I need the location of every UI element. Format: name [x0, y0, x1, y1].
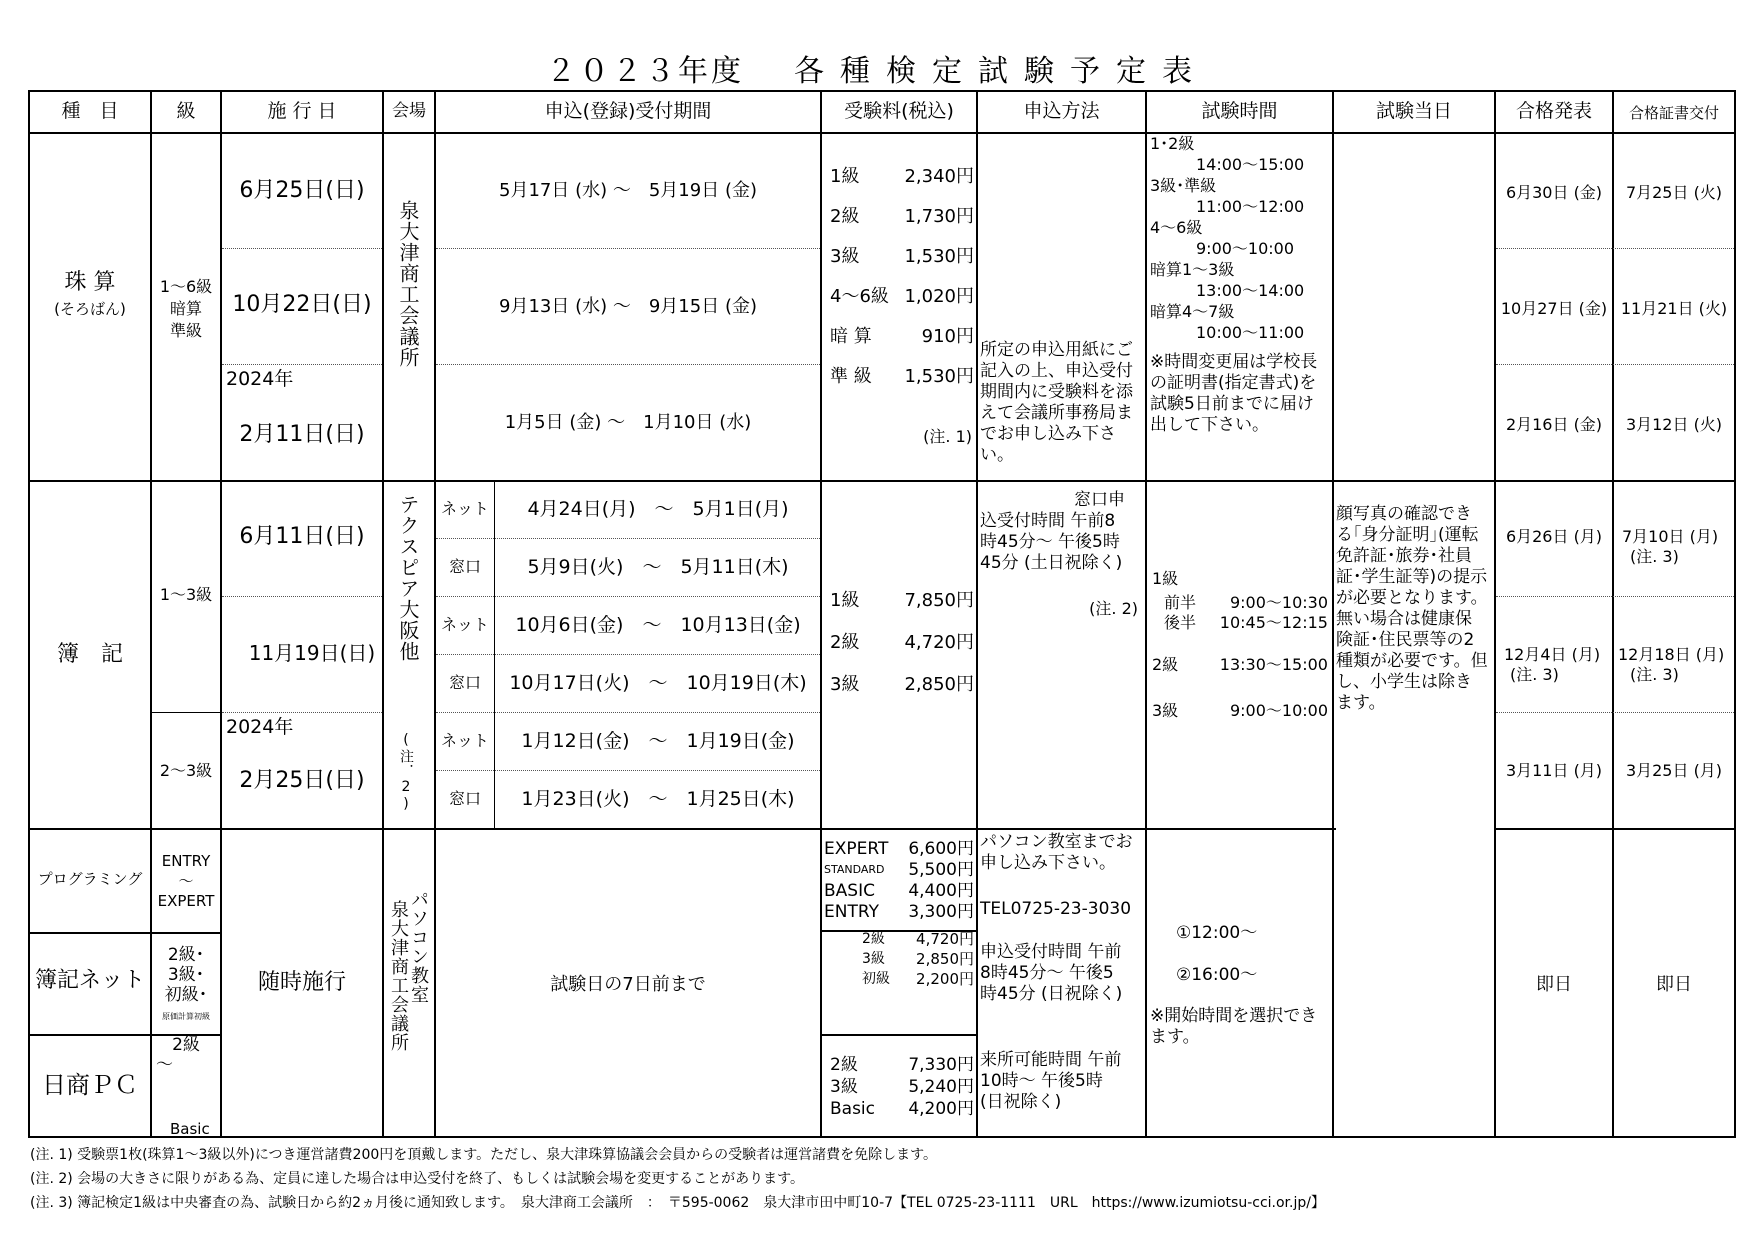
- boki-fee-value: 7,850円: [904, 590, 974, 611]
- prog-fee-value: 6,600円: [908, 839, 974, 859]
- pc-date: 随時施行: [257, 970, 346, 995]
- net-fee-label: 初級: [862, 971, 890, 987]
- pc-grade-3: Basic: [170, 1120, 210, 1138]
- soroban-cert-1: 7月25日 (火): [1625, 183, 1723, 202]
- header-grade: 級: [176, 100, 196, 122]
- pc-fee-label: 3級: [830, 1077, 858, 1097]
- soroban-period-2: 9月13日 (水) ～ 9月15日 (金): [499, 296, 757, 317]
- pc-item-boki-net: 簿記ネット: [34, 968, 145, 993]
- boki-period-type: ネット: [440, 499, 489, 518]
- pc-item-nissho-pc: 日商ＰＣ: [42, 1071, 138, 1099]
- boki-date-1: 6月11日(日): [239, 524, 365, 549]
- boki-time-value: 13:30～15:00: [1219, 655, 1328, 674]
- soroban-time-item: 14:00～15:00: [1196, 155, 1305, 174]
- soroban-time-item: 11:00～12:00: [1196, 197, 1305, 216]
- page-title: [0, 46, 1754, 90]
- net-grade-1: 2級･: [167, 945, 205, 965]
- boki-item: 簿 記: [56, 642, 123, 667]
- boki-result-2: 12月4日 (月): [1504, 645, 1601, 664]
- prog-fee-value: 4,400円: [908, 881, 974, 901]
- soroban-fee-label: 4～6級: [830, 286, 889, 307]
- boki-period-range: 1月12日(金) ～ 1月19日(金): [521, 730, 795, 752]
- soroban-item: 珠 算: [64, 270, 116, 295]
- pc-time-1: ①12:00～: [1176, 923, 1258, 943]
- boki-venue-note: (注．2): [398, 732, 414, 813]
- soroban-fee-label: 2級: [830, 206, 860, 227]
- net-fee-value: 2,850円: [916, 950, 974, 968]
- header-result: 合格発表: [1515, 100, 1592, 122]
- pc-time-note: ※開始時間を選択できます。: [1150, 1006, 1318, 1047]
- soroban-time-item: 3級･準級: [1150, 176, 1217, 195]
- pc-item-programming: プログラミング: [37, 870, 143, 888]
- pc-result: 即日: [1536, 974, 1572, 995]
- boki-time-value: 9:00～10:00: [1229, 701, 1328, 720]
- soroban-date-1: 6月25日(日): [239, 178, 365, 203]
- pc-method-3: 来所可能時間 午前10時～ 午後5時 (日祝除く): [980, 1050, 1122, 1112]
- net-grade-2: 3級･: [167, 965, 205, 985]
- pc-fee-label: Basic: [830, 1099, 876, 1119]
- pc-method-2: 申込受付時間 午前8時45分～ 午後5時45分 (日祝除く): [980, 942, 1123, 1004]
- header-method: 申込方法: [1023, 100, 1100, 122]
- pc-fee-label: 2級: [830, 1055, 858, 1075]
- soroban-grade-3: 準級: [169, 321, 202, 340]
- boki-period-range: 10月17日(火) ～ 10月19日(木): [509, 672, 807, 694]
- pc-method-1: パソコン教室までお申し込み下さい。: [980, 832, 1133, 873]
- prog-fee-label: ENTRY: [824, 902, 879, 922]
- soroban-date-3: 2月11日(日): [239, 422, 365, 447]
- pc-fee-value: 5,240円: [908, 1077, 974, 1097]
- header-fee: 受験料(税込): [844, 100, 954, 122]
- soroban-fee-value: 1,730円: [904, 206, 974, 227]
- boki-date-3: 2月25日(日): [239, 768, 365, 793]
- boki-cert-3: 3月25日 (月): [1625, 761, 1723, 780]
- soroban-time-item: 暗算1～3級: [1150, 260, 1235, 279]
- pc-grade-1: 2級: [172, 1035, 200, 1055]
- footnote-2: (注. 2) 会場の大きさに限りがある為、定員に達した場合は申込受付を終了、もしくは試験会場を変更することがあります。: [30, 1171, 805, 1187]
- boki-cert-note-2: (注. 3): [1630, 665, 1679, 684]
- soroban-fee-note: (注. 1): [923, 427, 972, 446]
- boki-time-value: 10:45～12:15: [1219, 613, 1328, 632]
- soroban-item-sub: (そろばん): [54, 300, 126, 318]
- net-grade-small: 原価計算初級: [162, 1012, 210, 1021]
- boki-cert-note-1: (注. 3): [1630, 547, 1679, 566]
- net-grade-3: 初級･: [164, 985, 208, 1005]
- boki-date-2: 11月19日(日): [248, 641, 376, 665]
- boki-fee-value: 4,720円: [904, 632, 974, 653]
- soroban-year-2024: 2024年: [226, 368, 294, 390]
- boki-method-note: (注. 2): [1089, 599, 1138, 618]
- soroban-time-item: 4～6級: [1150, 218, 1203, 237]
- boki-method: 窓口申込受付時間 午前8時45分～ 午後5時45分 (土日祝除く): [980, 490, 1125, 573]
- soroban-grade-2: 暗算: [169, 299, 202, 318]
- soroban-method: 所定の申込用紙にご記入の上、申込受付期間内に受験料を添えて会議所事務局までお申し込み下さい。: [980, 340, 1133, 465]
- soroban-fee-value: 1,530円: [904, 366, 974, 387]
- boki-time-label: 1級: [1152, 569, 1179, 588]
- soroban-fee-label: 暗 算: [830, 326, 872, 347]
- soroban-fee-label: 3級: [830, 246, 860, 267]
- pc-cert: 即日: [1656, 974, 1692, 995]
- soroban-result-2: 10月27日 (金): [1500, 299, 1608, 318]
- soroban-cert-2: 11月21日 (火): [1620, 299, 1728, 318]
- boki-period-range: 5月9日(火) ～ 5月11日(木): [527, 556, 789, 578]
- footnote-1: (注. 1) 受験票1枚(珠算1～3級以外)につき運営諸費200円を頂戴します。ただし、泉大津珠算協議会会員からの受験者は運営諸費を免除します。: [30, 1147, 938, 1163]
- soroban-cert-3: 3月12日 (火): [1625, 415, 1723, 434]
- boki-cert-2: 12月18日 (月): [1618, 645, 1725, 664]
- pc-venue-2: 泉大津商工会議所: [388, 900, 409, 1052]
- header-item: 種 目: [61, 100, 119, 122]
- header-day: 試験当日: [1375, 100, 1452, 122]
- title-name: 各種検定試験予定表: [794, 54, 1208, 89]
- soroban-result-1: 6月30日 (金): [1505, 183, 1603, 202]
- boki-fee-label: 3級: [830, 674, 860, 695]
- boki-period-range: 4月24日(月) ～ 5月1日(月): [527, 498, 789, 520]
- boki-venue: テクスピア大阪他: [396, 494, 420, 662]
- boki-fee-value: 2,850円: [904, 674, 974, 695]
- pc-venue-1: パソコン教室: [408, 890, 429, 1004]
- soroban-fee-label: 準 級: [830, 366, 872, 387]
- boki-result-note: (注. 3): [1510, 665, 1559, 684]
- net-fee-label: 3級: [862, 951, 885, 967]
- boki-year-2024: 2024年: [226, 716, 294, 738]
- pc-period: 試験日の7日前まで: [550, 974, 706, 995]
- boki-fee-label: 2級: [830, 632, 860, 653]
- boki-day-note: 顔写真の確認できる｢身分証明｣(運転免許証･旅券･社員証･学生証等)の提示が必要となります。無い場合は健康保険証･住民票等の2種類が必要です。但し、小学生は除きます。: [1336, 504, 1488, 713]
- boki-grade-2: 2～3級: [159, 761, 213, 780]
- prog-fee-label: EXPERT: [824, 839, 889, 859]
- pc-tel: TEL0725-23-3030: [980, 899, 1132, 919]
- boki-fee-label: 1級: [830, 590, 860, 611]
- boki-period-range: 1月23日(火) ～ 1月25日(木): [521, 788, 795, 810]
- prog-grade-2: ～: [178, 872, 194, 890]
- soroban-fee-value: 1,020円: [904, 286, 974, 307]
- boki-period-type: ネット: [440, 731, 489, 750]
- pc-grade-2: ～: [156, 1055, 173, 1075]
- boki-grade-1: 1～3級: [159, 585, 213, 604]
- boki-period-type: ネット: [440, 615, 489, 634]
- net-fee-value: 2,200円: [916, 970, 974, 988]
- prog-fee-label: BASIC: [824, 881, 875, 901]
- boki-result-1: 6月26日 (月): [1505, 527, 1603, 546]
- soroban-fee-value: 1,530円: [904, 246, 974, 267]
- pc-time-2: ②16:00～: [1176, 965, 1258, 985]
- boki-result-3: 3月11日 (月): [1505, 761, 1603, 780]
- boki-cert-1: 7月10日 (月): [1622, 527, 1719, 546]
- prog-fee-value: 3,300円: [908, 902, 974, 922]
- soroban-time-item: 13:00～14:00: [1196, 281, 1305, 300]
- prog-fee-label: STANDARD: [824, 863, 885, 876]
- pc-fee-value: 4,200円: [908, 1099, 974, 1119]
- prog-grade-1: ENTRY: [161, 852, 211, 870]
- soroban-fee-label: 1級: [830, 166, 860, 187]
- soroban-date-2: 10月22日(日): [232, 292, 372, 317]
- header-date: 施 行 日: [267, 100, 337, 122]
- boki-time-label: 後半: [1164, 613, 1197, 632]
- soroban-time-item: 1･2級: [1150, 134, 1195, 153]
- boki-period-type: 窓口: [448, 673, 481, 692]
- soroban-time-item: 暗算4～7級: [1150, 302, 1235, 321]
- soroban-result-3: 2月16日 (金): [1505, 415, 1603, 434]
- soroban-time-item: 10:00～11:00: [1196, 323, 1305, 342]
- pc-fee-value: 7,330円: [908, 1055, 974, 1075]
- header-time: 試験時間: [1201, 100, 1278, 122]
- boki-time-label: 3級: [1152, 701, 1179, 720]
- title-year: ２０２３年度: [546, 54, 744, 89]
- header-venue: 会場: [392, 101, 426, 121]
- soroban-venue: 泉大津商工会議所: [396, 200, 420, 368]
- boki-period-type: 窓口: [448, 789, 481, 808]
- footnote-3: (注. 3) 簿記検定1級は中央審査の為、試験日から約2ヵ月後に通知致します。 泉大津商工会議所 ： 〒595-0062 泉大津市田中町10-7【TEL 0725-23-1111 URL https://www.izumiotsu-cci.or.jp/】: [30, 1195, 1325, 1211]
- soroban-fee-value: 2,340円: [904, 166, 974, 187]
- soroban-time-item: 9:00～10:00: [1196, 239, 1295, 258]
- soroban-grade-1: 1～6級: [159, 277, 213, 296]
- net-fee-value: 4,720円: [916, 930, 974, 948]
- header-cert: 合格証書交付: [1628, 104, 1719, 122]
- soroban-period-3: 1月5日 (金) ～ 1月10日 (水): [504, 412, 752, 433]
- boki-time-label: 2級: [1152, 655, 1179, 674]
- prog-fee-value: 5,500円: [908, 860, 974, 880]
- boki-time-label: 前半: [1164, 593, 1197, 612]
- boki-period-type: 窓口: [448, 557, 481, 576]
- boki-period-range: 10月6日(金) ～ 10月13日(金): [515, 614, 801, 636]
- soroban-time-note: ※時間変更届は学校長の証明書(指定書式)を試験5日前までに届け出して下さい。: [1150, 352, 1318, 435]
- prog-grade-3: EXPERT: [157, 892, 215, 910]
- soroban-period-1: 5月17日 (水) ～ 5月19日 (金): [499, 180, 757, 201]
- boki-time-value: 9:00～10:30: [1229, 593, 1328, 612]
- soroban-fee-value: 910円: [921, 326, 974, 347]
- header-period: 申込(登録)受付期間: [544, 100, 712, 122]
- net-fee-label: 2級: [862, 931, 885, 947]
